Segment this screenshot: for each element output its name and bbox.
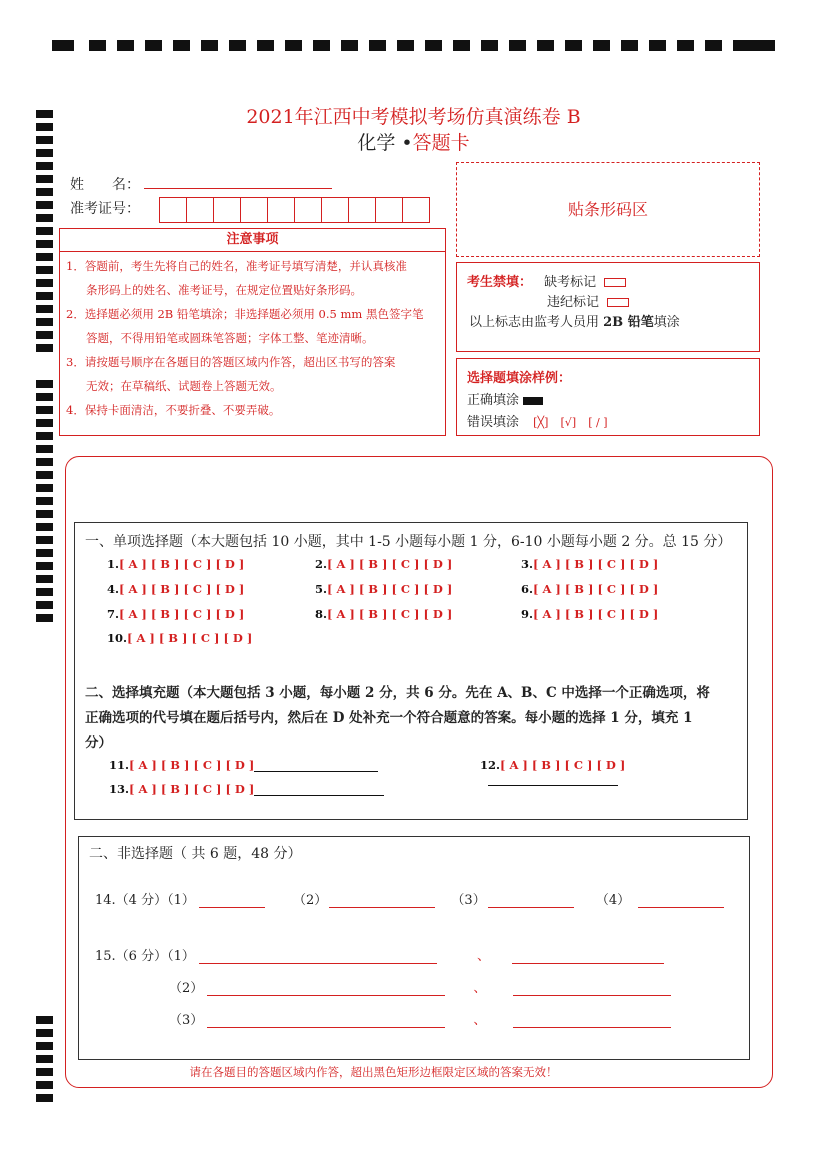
question-15-part-3 — [169, 1009, 739, 1028]
top-timing-marks — [52, 40, 775, 52]
answer-line[interactable] — [638, 907, 724, 908]
question-12[interactable]: 12.[ A ] [ B ] [ C ] [ D ] — [480, 758, 747, 786]
note-item: 1．答题前，考生先将自己的姓名，准考证号填写清楚，并认真核准 — [66, 259, 407, 273]
non-choice-section-box — [78, 836, 750, 1060]
notes-box — [59, 228, 446, 436]
exam-title: 2021年江西中考模拟考场仿真演练卷 B — [246, 106, 581, 128]
note-item: 3．请按题号顺序在各题目的答题区域内作答，超出区书写的答案 — [66, 355, 396, 369]
section1-title: 一、单项选择题（本大题包括 10 小题，其中 1-5 小题每小题 1 分，6-10 小题每小题 2 分。总 15 分） — [85, 534, 732, 550]
violation-bubble[interactable] — [607, 298, 629, 307]
question-10[interactable]: 10.[ A ] [ B ] [ C ] [ D ] — [107, 631, 253, 645]
id-label: 准考证号： — [70, 201, 140, 217]
separator: 、 — [477, 949, 491, 964]
card-subtitle — [0, 128, 827, 155]
name-label: 姓 名： — [70, 177, 140, 193]
question-8[interactable]: 8.[ A ] [ B ] [ C ] [ D ] — [315, 607, 453, 621]
note-item: 条形码上的姓名、准考证号，在规定位置贴好条形码。 — [86, 283, 362, 297]
question-4[interactable]: 4.[ A ] [ B ] [ C ] [ D ] — [107, 582, 245, 596]
section2-title — [85, 681, 710, 756]
question-15-part-2 — [169, 977, 739, 996]
question-11[interactable]: 11.[ A ] [ B ] [ C ] [ D ] — [109, 758, 378, 772]
note-item: 无效；在草稿纸、试题卷上答题无效。 — [86, 379, 282, 393]
choice-section-box — [74, 522, 748, 820]
answer-card-label: 答题卡 — [412, 132, 470, 154]
separator: 、 — [473, 981, 487, 996]
question-13[interactable]: 13.[ A ] [ B ] [ C ] [ D ] — [109, 782, 384, 796]
wrong-label: 错误填涂 — [467, 415, 520, 430]
barcode-area[interactable] — [456, 162, 760, 257]
answer-line[interactable] — [488, 907, 574, 908]
wrong-mark-check: [√] — [560, 416, 577, 429]
fill-sample-box — [456, 358, 760, 436]
note-item: 2．选择题必须用 2B 铅笔填涂；非选择题必须用 0.5 mm 黑色签字笔 — [66, 307, 424, 321]
question-7[interactable]: 7.[ A ] [ B ] [ C ] [ D ] — [107, 607, 245, 621]
pencil-note: 2B 铅笔 — [603, 315, 654, 330]
q14-label: 14.（4 分）（1） — [95, 893, 195, 908]
id-number-boxes[interactable] — [159, 197, 430, 223]
question-5[interactable]: 5.[ A ] [ B ] [ C ] [ D ] — [315, 582, 453, 596]
answer-line[interactable] — [207, 995, 445, 996]
forbidden-box — [456, 262, 760, 352]
answer-line[interactable] — [513, 1027, 671, 1028]
section2-title-line: 二、选择填充题（本大题包括 3 小题，每小题 2 分，共 6 分。先在 A、B、C 中选择一个正确选项，将 — [85, 685, 710, 701]
correct-label: 正确填涂 — [467, 393, 520, 408]
answer-line[interactable] — [512, 963, 664, 964]
question-2[interactable]: 2.[ A ] [ B ] [ C ] [ D ] — [315, 557, 453, 571]
notes-title: 注意事项 — [60, 229, 445, 252]
answer-line[interactable] — [199, 907, 265, 908]
answer-line[interactable] — [199, 963, 437, 964]
question-1[interactable]: 1.[ A ] [ B ] [ C ] [ D ] — [107, 557, 245, 571]
answer-line[interactable] — [488, 785, 618, 786]
question-9[interactable]: 9.[ A ] [ B ] [ C ] [ D ] — [521, 607, 659, 621]
question-6[interactable]: 6.[ A ] [ B ] [ C ] [ D ] — [521, 582, 659, 596]
forbidden-title: 考生禁填： — [467, 275, 533, 290]
q15-label: 15.（6 分）（1） — [95, 949, 195, 964]
sample-title: 选择题填涂样例： — [467, 371, 572, 386]
answer-line[interactable] — [329, 907, 435, 908]
subject-label: 化学 • — [357, 132, 413, 154]
question-3[interactable]: 3.[ A ] [ B ] [ C ] [ D ] — [521, 557, 659, 571]
q15-part-label: （2） — [169, 981, 204, 996]
question-14 — [95, 889, 735, 908]
name-field[interactable] — [144, 188, 332, 189]
q14-part-label: （2） — [293, 893, 328, 908]
note-item: 4．保持卡面清洁，不要折叠、不要弄破。 — [66, 403, 281, 417]
separator: 、 — [473, 1013, 487, 1028]
q15-part-label: （3） — [169, 1013, 204, 1028]
fill-note: 填涂 — [653, 315, 680, 330]
violation-label: 违纪标记 — [547, 295, 600, 310]
proctor-note: 以上标志由监考人员用 — [469, 315, 604, 330]
absent-label: 缺考标记 — [544, 275, 597, 290]
q14-part-label: （4） — [595, 893, 631, 908]
wrong-mark-cross: [╳] — [533, 416, 549, 429]
filled-mark-icon — [523, 397, 543, 405]
wrong-mark-slash: [ / ] — [588, 416, 608, 429]
question-15 — [95, 945, 735, 964]
q14-part-label: （3） — [451, 893, 486, 908]
absent-bubble[interactable] — [604, 278, 626, 287]
section3-title: 二、非选择题（ 共 6 题，48 分） — [89, 846, 302, 862]
section2-title-line: 分） — [85, 735, 112, 751]
answer-line[interactable] — [254, 771, 378, 772]
answer-line[interactable] — [207, 1027, 445, 1028]
barcode-label: 贴条形码区 — [567, 200, 648, 219]
footer-warning: 请在各题目的答题区域内作答，超出黑色矩形边框限定区域的答案无效！ — [189, 1065, 558, 1079]
answer-line[interactable] — [254, 795, 384, 796]
note-item: 答题，不得用铅笔或圆珠笔答题；字体工整、笔迹清晰。 — [86, 331, 374, 345]
section2-title-line: 正确选项的代号填在题后括号内，然后在 D 处补充一个符合题意的答案。每小题的选择 1 分，填充 1 — [85, 710, 693, 726]
answer-line[interactable] — [513, 995, 671, 996]
